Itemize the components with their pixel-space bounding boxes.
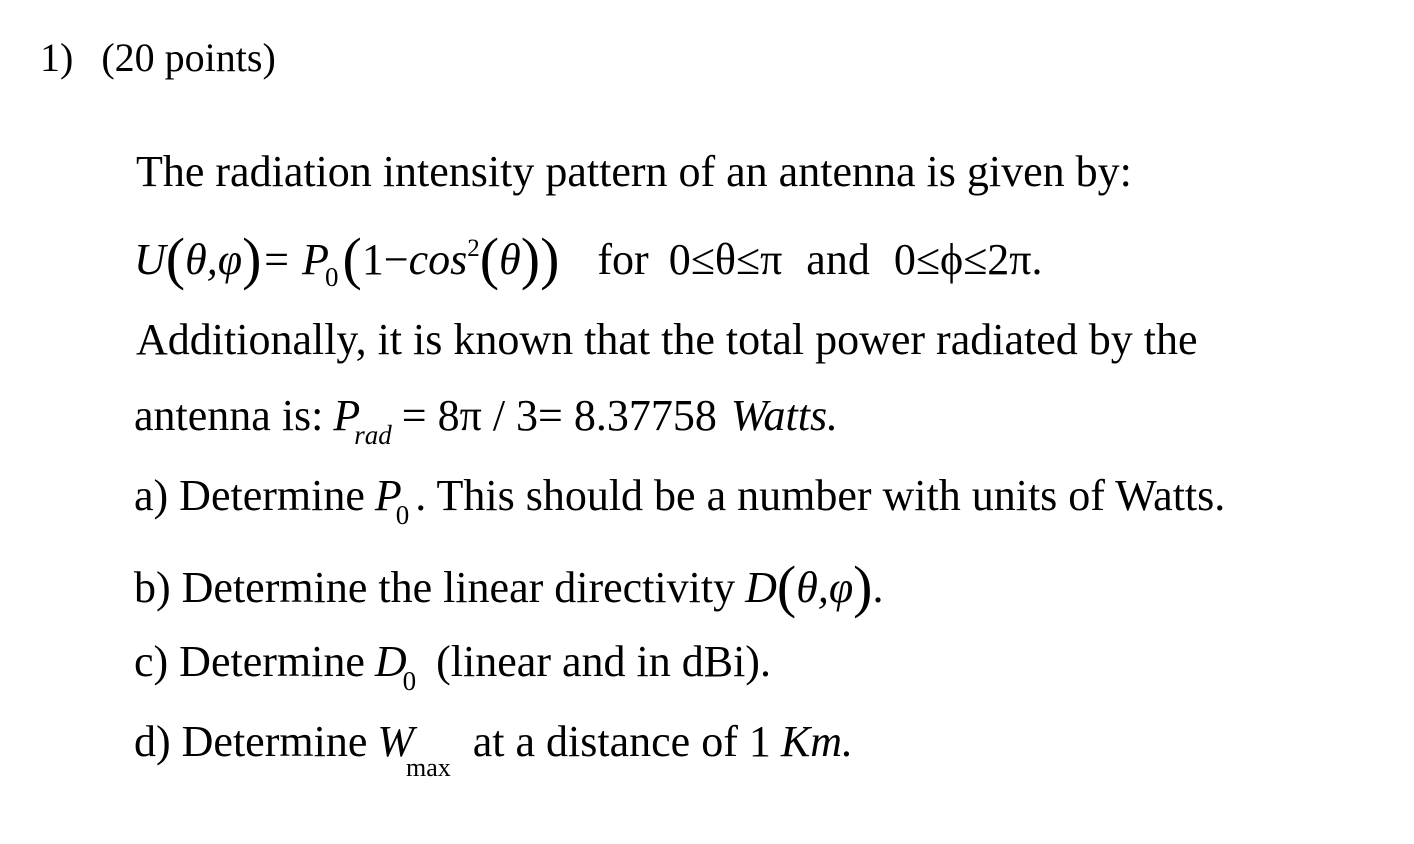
part-b-d: D [745, 563, 777, 612]
intro-sentence: The radiation intensity pattern of an antenna is given by: [136, 147, 1132, 196]
eq-cos-exp: 2 [467, 235, 480, 262]
eq-open-paren-3: ( [479, 226, 500, 291]
part-c-prefix: c) Determine [134, 637, 365, 686]
part-d-w-sub: max [406, 753, 451, 782]
eq-close-paren-3: )) [520, 226, 560, 291]
part-a [134, 471, 1226, 530]
eq-args: θ,φ [185, 235, 243, 284]
eq-for: for [597, 235, 649, 284]
eq-U: U [134, 235, 166, 284]
part-d [134, 717, 853, 782]
part-b-end: . [872, 563, 884, 612]
part-c [134, 637, 771, 696]
part-d-unit: Km. [780, 717, 853, 766]
part-c-suffix: (linear and in dBi). [436, 637, 771, 686]
antenna-unit: Watts. [730, 391, 839, 440]
eq-range-phi: 0≤ϕ≤2π. [893, 235, 1043, 284]
eq-close-paren: ) [242, 226, 262, 291]
part-b-close-paren: ) [853, 554, 873, 619]
part-b-args: θ,φ [796, 563, 854, 612]
antenna-value: = 8π / 3= 8.37758 [401, 391, 717, 440]
part-c-d-sub: 0 [402, 666, 417, 696]
part-a-p: P [374, 471, 402, 520]
eq-p-sub: 0 [324, 262, 339, 292]
intensity-equation [134, 226, 1043, 292]
part-a-suffix: . This should be a number with units of Watts. [415, 471, 1226, 520]
eq-theta: θ [499, 235, 521, 284]
part-d-prefix: d) Determine [134, 717, 368, 766]
eq-and: and [806, 235, 870, 284]
additional-text [136, 315, 1198, 364]
antenna-power-line [134, 391, 839, 450]
eq-range-theta: 0≤θ≤π [668, 235, 783, 284]
part-d-w: W [377, 717, 414, 766]
part-b [134, 554, 884, 619]
eq-one-minus: 1− [361, 235, 409, 284]
eq-cos: cos [408, 235, 468, 284]
part-b-prefix: b) Determine the linear directivity [134, 563, 736, 612]
intro-text [136, 147, 1132, 196]
part-b-open-paren: ( [776, 554, 797, 619]
part-c-d: D [374, 637, 407, 686]
eq-equals-p: = P [261, 235, 329, 284]
question-number: 1) [40, 35, 74, 80]
part-a-prefix: a) Determine [134, 471, 365, 520]
antenna-p: P [333, 391, 361, 440]
part-d-suffix: at a distance of 1 [472, 717, 771, 766]
eq-open-paren-2: ( [342, 226, 362, 291]
question-header [40, 35, 276, 80]
eq-open-paren: ( [165, 226, 186, 291]
part-a-p-sub: 0 [395, 500, 410, 530]
question-points: (20 points) [101, 35, 276, 80]
antenna-prefix: antenna is: [134, 391, 324, 440]
additional-sentence: Additionally, it is known that the total power radiated by the [136, 315, 1198, 364]
antenna-p-sub: rad [354, 420, 392, 450]
